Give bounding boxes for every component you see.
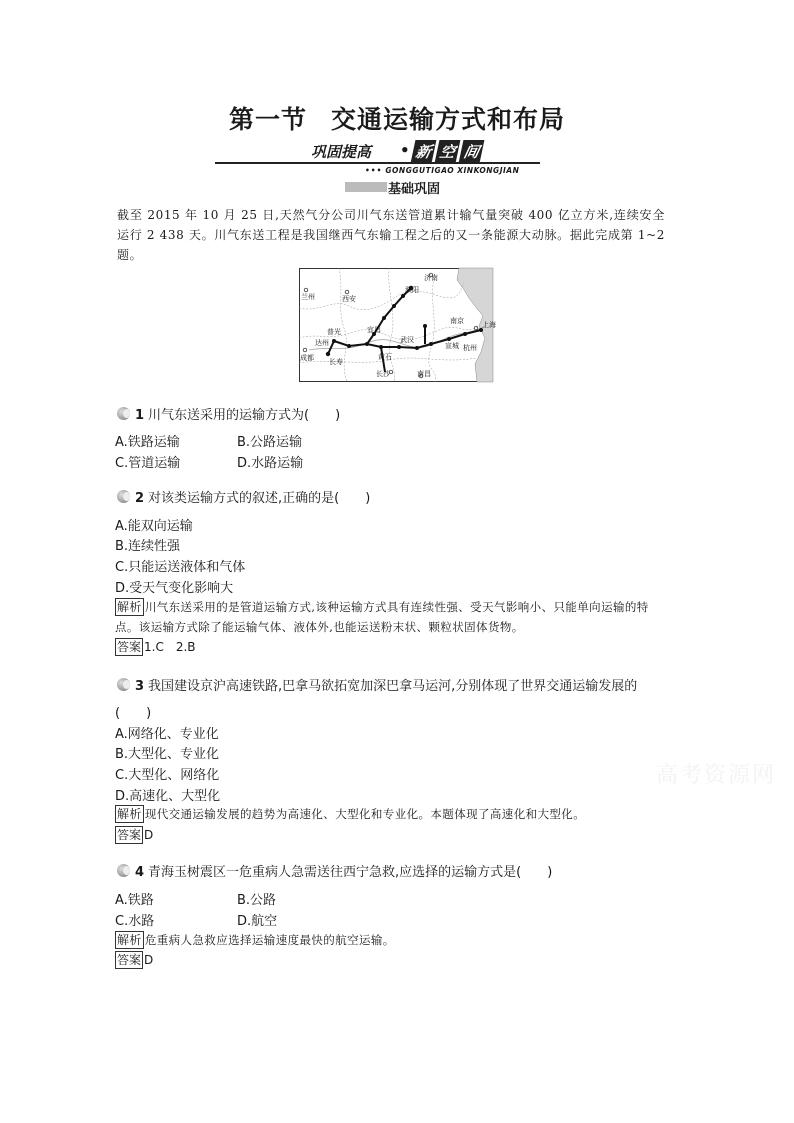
question-number: 3 [135, 679, 145, 694]
label-huangshi: 黄石 [378, 353, 392, 361]
label-changshou: 长寿 [329, 358, 343, 366]
explanation-tag: 解析 [117, 600, 142, 614]
option-4a: A.铁路 [115, 893, 154, 908]
option-1c: C.管道运输 [115, 456, 181, 471]
banner-char: 间 [459, 140, 485, 163]
option-1a: A.铁路运输 [115, 435, 180, 450]
banner-char: 新 [411, 140, 437, 163]
question-1 [117, 404, 340, 423]
question-bullet-icon [117, 407, 130, 420]
answer-tag: 答案 [117, 953, 142, 967]
answer-tag: 答案 [117, 640, 142, 654]
question-number: 2 [135, 491, 145, 506]
explanation-text: 危重病人急救应选择运输速度最快的航空运输。 [144, 933, 395, 947]
label-changsha: 长沙 [376, 370, 390, 378]
banner-label: 巩固提高 [307, 141, 375, 162]
question-text: 川气东送采用的运输方式为( ) [148, 408, 341, 423]
answer-text: 1.C 2.B [144, 640, 196, 654]
question-4 [117, 861, 552, 880]
option-2d: D.受天气变化影响大 [115, 581, 234, 596]
banner-pinyin-text: GONGGUTIGAO XINKONGJIAN [385, 166, 520, 175]
explanation-2 [115, 597, 670, 637]
option-3c: C.大型化、网络化 [115, 768, 220, 783]
question-number: 4 [135, 865, 145, 880]
banner-char: 空 [435, 140, 461, 163]
label-jinan: 济南 [424, 274, 438, 282]
option-4c: C.水路 [115, 914, 155, 929]
banner-pinyin-dots: ••• [365, 166, 383, 175]
label-xian: 西安 [342, 295, 356, 303]
answer-3 [115, 826, 153, 844]
option-3d: D.高速化、大型化 [115, 789, 221, 804]
watermark: 高考资源网 [656, 763, 777, 788]
intro-paragraph: 截至 2015 年 10 月 25 日,天然气分公司川气东送管道累计输气量突破 400 亿立方米,连续安全运行 2 438 天。川气东送工程是我国继西气东输工程之后的又一条能源大动脉。据此完成第 1~2 题。 [117, 208, 665, 262]
option-1b: B.公路运输 [237, 435, 303, 450]
question-bullet-icon [117, 864, 130, 877]
label-yichang: 宜昌 [367, 326, 381, 334]
label-lanzhou: 兰州 [301, 293, 315, 301]
question-bullet-icon [117, 490, 130, 503]
question-3 [117, 675, 637, 694]
label-nanjing: 南京 [450, 317, 464, 325]
pipeline-map [299, 268, 496, 382]
label-hangzhou: 杭州 [463, 344, 477, 352]
option-2c: C.只能运送液体和气体 [115, 560, 246, 575]
explanation-3 [115, 804, 670, 824]
option-3a: A.网络化、专业化 [115, 727, 219, 742]
title-topic: 交通运输方式和布局 [331, 105, 566, 134]
question-text: 青海玉树震区一危重病人急需送往西宁急救,应选择的运输方式是( ) [148, 865, 553, 880]
section-banner [215, 140, 540, 180]
banner-dot: • [400, 141, 410, 159]
option-2a: A.能双向运输 [115, 519, 193, 534]
option-4b: B.公路 [237, 893, 277, 908]
option-1d: D.水路运输 [237, 456, 304, 471]
banner-pinyin [365, 166, 519, 175]
answer-text: D [144, 828, 154, 842]
option-2b: B.连续性强 [115, 539, 181, 554]
explanation-text: 川气东送采用的是管道运输方式,该种运输方式具有连续性强、受天气影响小、只能单向运输的特点。该运输方式除了能运输气体、液体外,也能运送粉末状、颗粒状固体货物。 [115, 600, 649, 634]
label-xuancheng: 宣城 [445, 342, 459, 350]
answer-2 [115, 638, 196, 656]
answer-tag: 答案 [117, 828, 142, 842]
question-text: 对该类运输方式的叙述,正确的是( ) [148, 491, 371, 506]
answer-text: D [144, 953, 154, 967]
label-wuhan: 武汉 [400, 336, 414, 344]
label-shanghai: 上海 [482, 321, 496, 329]
banner-rule [215, 162, 540, 164]
option-4d: D.航空 [237, 914, 278, 929]
explanation-tag: 解析 [117, 933, 142, 947]
option-3b: B.大型化、专业化 [115, 747, 220, 762]
question-number: 1 [135, 408, 145, 423]
question-text: 我国建设京沪高速铁路,巴拿马欲拓宽加深巴拿马运河,分别体现了世界交通运输发展的 [148, 679, 638, 694]
label-puguang: 普光 [327, 328, 341, 336]
explanation-tag: 解析 [117, 807, 142, 821]
page-title [0, 100, 794, 136]
label-nanchang: 南昌 [417, 370, 431, 378]
section-heading: 基础巩固 [388, 182, 441, 197]
question-bullet-icon [117, 678, 130, 691]
title-section: 第一节 [228, 105, 307, 134]
section-bar [345, 182, 387, 192]
question-3-blank: ( ) [115, 706, 152, 721]
label-chengdu: 成都 [300, 354, 314, 362]
question-2 [117, 487, 370, 506]
label-dazhou: 达州 [315, 339, 329, 347]
label-puyang: 濮阳 [405, 286, 419, 294]
banner-highlight [413, 140, 482, 163]
answer-4 [115, 951, 153, 969]
explanation-4 [115, 930, 670, 950]
explanation-text: 现代交通运输发展的趋势为高速化、大型化和专业化。本题体现了高速化和大型化。 [144, 807, 586, 821]
